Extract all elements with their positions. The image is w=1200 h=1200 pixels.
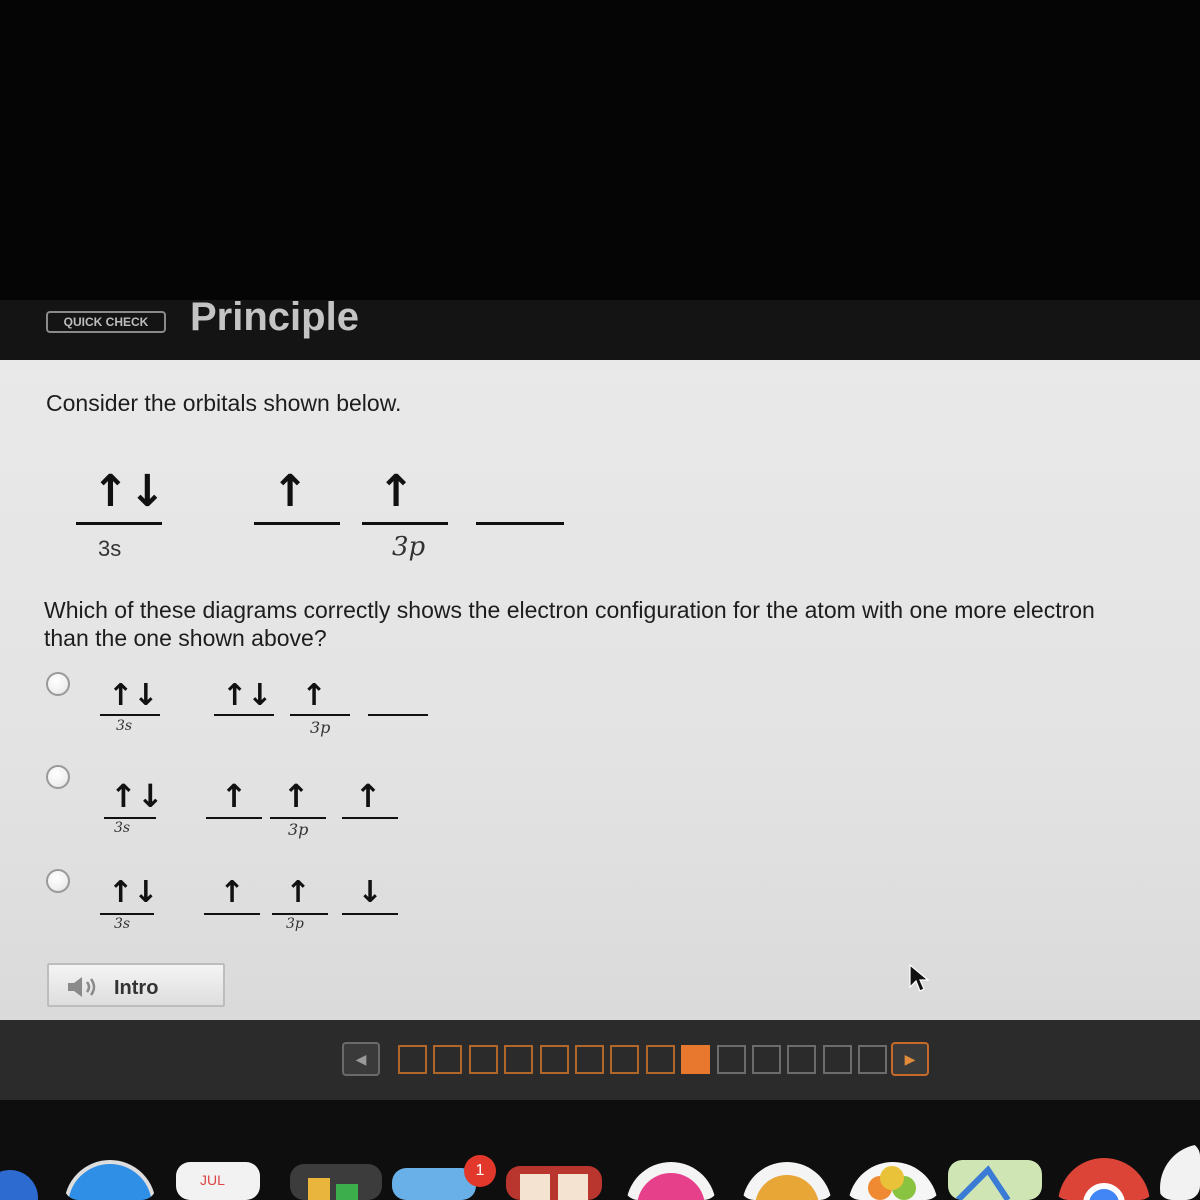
progress-step-3[interactable] (469, 1045, 498, 1074)
previous-button[interactable]: ◀ (342, 1042, 380, 1076)
mail-icon[interactable] (1158, 1142, 1200, 1200)
electron-pair-3s: ↑↓ (92, 466, 166, 517)
progress-step-6[interactable] (575, 1045, 604, 1074)
photos-icon[interactable] (846, 1160, 940, 1200)
orbital-label-3s: 3s (98, 536, 122, 561)
notification-badge: 1 (464, 1155, 496, 1187)
choice-2-electrons-3p-1: ↑ (220, 777, 248, 815)
choice-1-label-3s: 3s (116, 718, 133, 734)
choice-3-electrons-3p-1: ↑ (219, 875, 245, 910)
calendar-month-label: JUL (200, 1172, 225, 1188)
choice-2-electrons-3p-3: ↑ (354, 777, 382, 815)
question-ask-line-2: than the one shown above? (44, 625, 327, 651)
choice-3-line-3p-3 (342, 913, 398, 915)
orbital-line-3p-3 (476, 522, 564, 525)
progress-step-4[interactable] (504, 1045, 533, 1074)
choice-2-electrons-3p-2: ↑ (282, 777, 310, 815)
orbital-line-3p-1 (254, 522, 340, 525)
progress-step-1[interactable] (398, 1045, 427, 1074)
choice-1-line-3p-2 (290, 714, 350, 716)
question-panel (0, 360, 1200, 1020)
quick-check-badge: QUICK CHECK (46, 311, 166, 333)
choice-2-line-3p-3 (342, 817, 398, 819)
choice-1-radio[interactable] (46, 672, 70, 696)
electron-3p-2: ↑ (377, 466, 415, 517)
progress-step-9[interactable] (681, 1045, 710, 1074)
choice-1-line-3p-3 (368, 714, 428, 716)
electron-3p-1: ↑ (271, 466, 309, 517)
progress-step-14[interactable] (858, 1045, 887, 1074)
choice-3-electrons-3p-2: ↑ (285, 875, 311, 910)
choice-2-line-3s (104, 817, 156, 819)
safari-icon[interactable] (64, 1160, 156, 1200)
choice-2-electrons-3s: ↑↓ (110, 777, 164, 815)
progress-step-10[interactable] (717, 1045, 746, 1074)
mouse-pointer-icon (908, 963, 930, 993)
progress-step-8[interactable] (646, 1045, 675, 1074)
choice-1-electrons-3s: ↑↓ (108, 678, 159, 713)
choice-3-line-3p-1 (204, 913, 260, 915)
choice-3-radio[interactable] (46, 869, 70, 893)
speaker-icon (66, 975, 102, 999)
progress-step-7[interactable] (610, 1045, 639, 1074)
choice-3-line-3s (100, 913, 154, 915)
progress-step-5[interactable] (540, 1045, 569, 1074)
lesson-title: Principle (190, 295, 359, 339)
progress-step-2[interactable] (433, 1045, 462, 1074)
intro-button-label: Intro (114, 977, 159, 999)
lesson-header (0, 300, 1200, 360)
question-ask-line-1: Which of these diagrams correctly shows the electron configuration for the atom with one more electron (44, 597, 1095, 623)
orbital-label-3p: 3p (392, 532, 426, 562)
itunes-icon[interactable] (624, 1160, 718, 1200)
choice-2-label-3p: 3p (288, 820, 309, 839)
photo-booth-icon[interactable] (506, 1166, 602, 1200)
next-button[interactable]: ▶ (891, 1042, 929, 1076)
choice-1-line-3p-1 (214, 714, 274, 716)
choice-3-electrons-3s: ↑↓ (108, 875, 159, 910)
choice-2-line-3p-1 (206, 817, 262, 819)
choice-1-label-3p: 3p (310, 718, 331, 737)
progress-step-13[interactable] (823, 1045, 852, 1074)
keynote-icon[interactable] (290, 1164, 382, 1200)
choice-2-line-3p-2 (270, 817, 326, 819)
orbital-line-3s (76, 522, 162, 525)
progress-step-11[interactable] (752, 1045, 781, 1074)
choice-2-label-3s: 3s (114, 820, 131, 836)
choice-2-radio[interactable] (46, 765, 70, 789)
orbital-line-3p-2 (362, 522, 448, 525)
chrome-icon[interactable] (1054, 1154, 1154, 1200)
progress-step-12[interactable] (787, 1045, 816, 1074)
choice-3-line-3p-2 (272, 913, 328, 915)
finder-icon[interactable] (0, 1168, 40, 1200)
choice-3-label-3s: 3s (114, 916, 131, 932)
choice-1-line-3s (100, 714, 160, 716)
choice-1-electrons-3p-1: ↑↓ (222, 678, 273, 713)
choice-3-electrons-3p-3: ↓ (357, 875, 383, 910)
choice-1-electrons-3p-2: ↑ (301, 678, 327, 713)
maps-icon[interactable] (948, 1160, 1042, 1200)
messages-icon[interactable] (740, 1160, 834, 1200)
choice-3-label-3p: 3p (286, 916, 304, 932)
question-prompt: Consider the orbitals shown below. (46, 390, 402, 416)
